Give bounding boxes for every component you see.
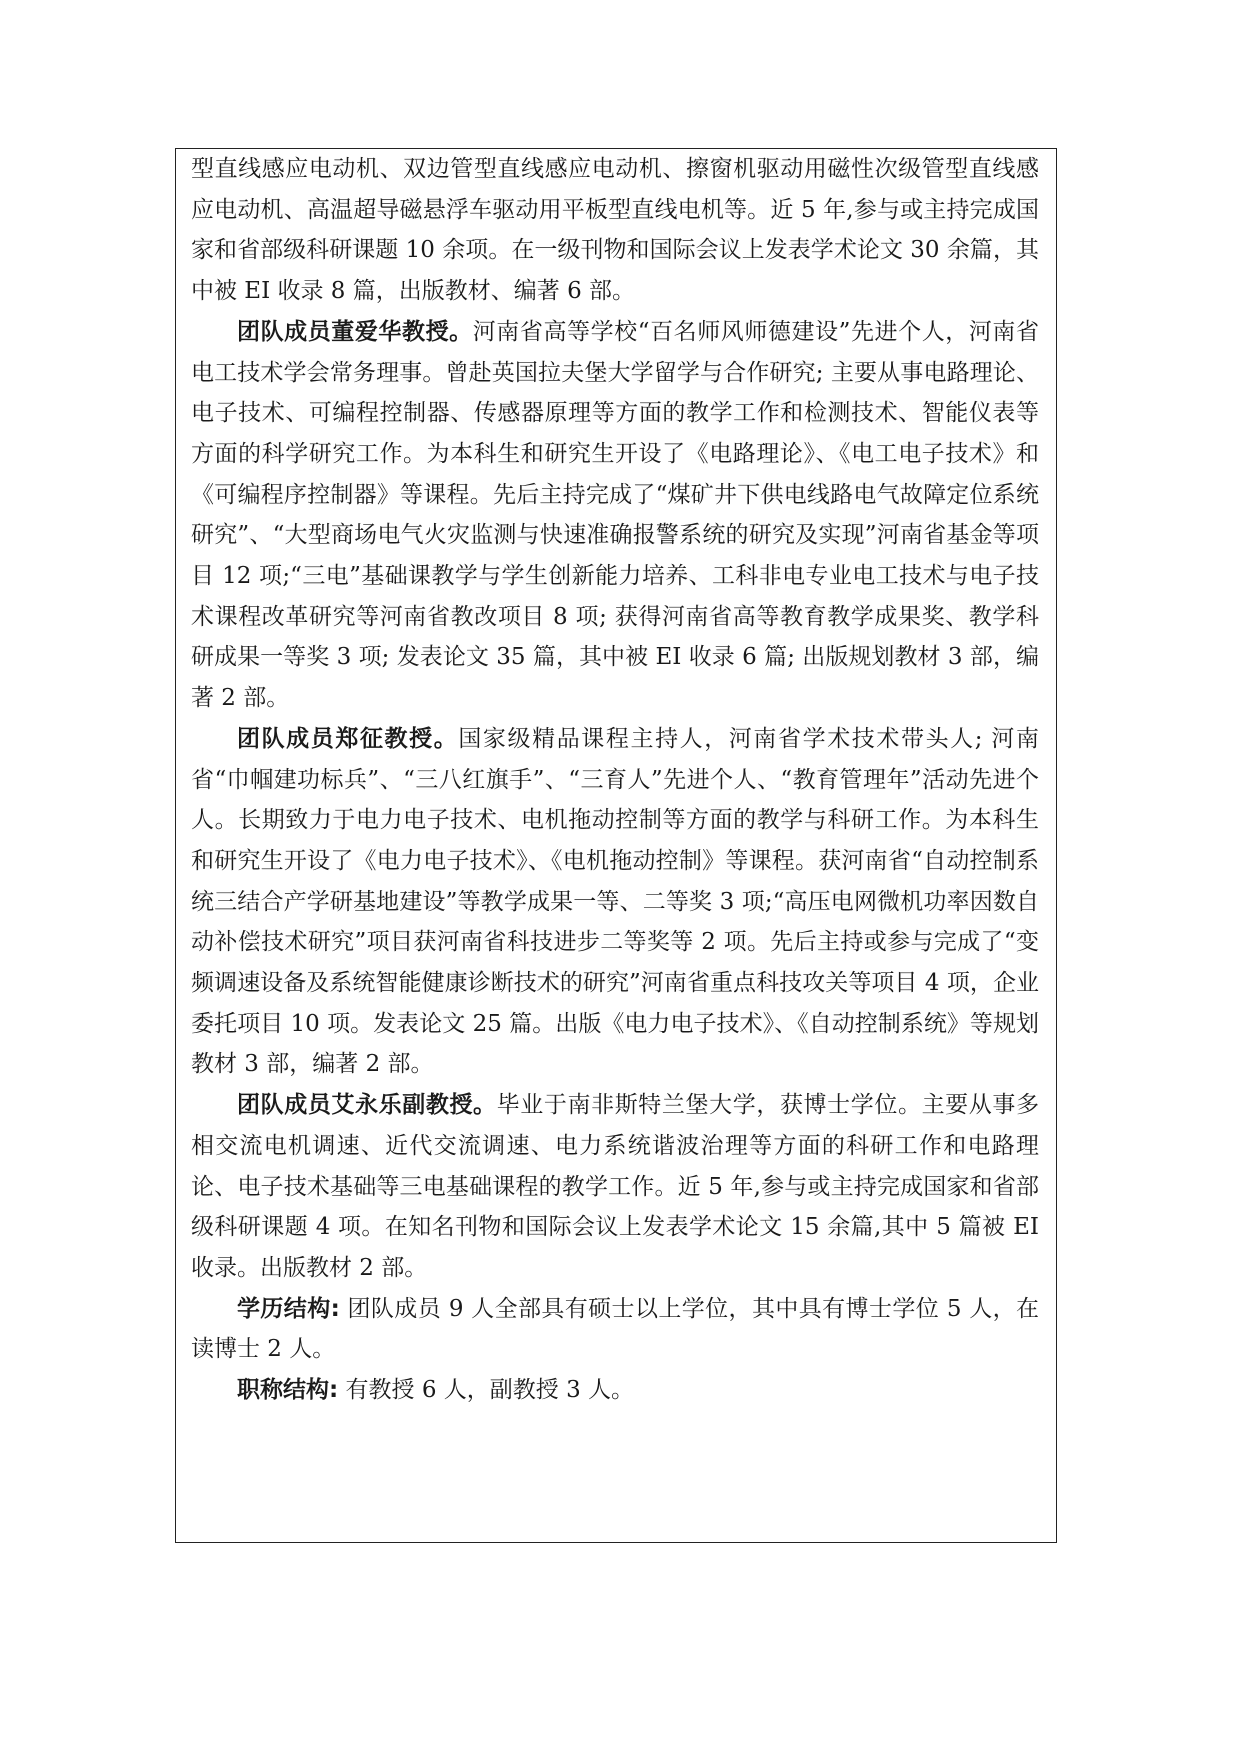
paragraph-member-dong bbox=[191, 312, 1039, 719]
paragraph-continuation bbox=[191, 149, 1039, 312]
paragraph-text: 河南省高等学校“百名师风师德建设”先进个人，河南省电工技术学会常务理事。曾赴英国拉夫堡大学留学与合作研究; 主要从事电路理论、电子技术、可编程控制器、传感器原理等方面的教学工作和检测技术、智能仪表等方面的科学研究工作。为本科生和研究生开设了《电路理论》、《电工电子技术》和《可编程序控制器》等课程。先后主持完成了“煤矿井下供电线路电气故障定位系统研究”、“大型商场电气火灾监测与快速准确报警系统的研究及实现”河南省基金等项目 12 项;“三电”基础课教学与学生创新能力培养、工科非电专业电工技术与电子技术课程改革研究等河南省教改项目 8 项; 获得河南省高等教育教学成果奖、教学科研成果一等奖 3 项; 发表论文 35 篇，其中被 EI 收录 6 篇; 出版规划教材 3 部，编著 2 部。 bbox=[191, 318, 1039, 712]
paragraph-heading: 团队成员艾永乐副教授。 bbox=[237, 1092, 497, 1119]
paragraph-heading: 学历结构: bbox=[237, 1295, 340, 1322]
paragraph-title-structure bbox=[191, 1370, 1039, 1411]
paragraph-text: 有教授 6 人，副教授 3 人。 bbox=[338, 1377, 635, 1404]
paragraph-heading: 团队成员郑征教授。 bbox=[237, 725, 459, 752]
paragraph-heading: 团队成员董爱华教授。 bbox=[237, 318, 473, 345]
paragraph-text: 型直线感应电动机、双边管型直线感应电动机、擦窗机驱动用磁性次级管型直线感应电动机、高温超导磁悬浮车驱动用平板型直线电机等。近 5 年,参与或主持完成国家和省部级科研课题 10 余项。在一级刊物和国际会议上发表学术论文 30 余篇，其中被 EI 收录 8 篇，出版教材、编著 6 部。 bbox=[191, 156, 1039, 305]
paragraph-member-zheng bbox=[191, 719, 1039, 1085]
paragraph-education-structure bbox=[191, 1289, 1039, 1370]
content-box bbox=[175, 148, 1057, 1543]
paragraph-text: 毕业于南非斯特兰堡大学，获博士学位。主要从事多相交流电机调速、近代交流调速、电力系统谐波治理等方面的科研工作和电路理论、电子技术基础等三电基础课程的教学工作。近 5 年,参与或主持完成国家和省部级科研课题 4 项。在知名刊物和国际会议上发表学术论文 15 余篇,其中 5 篇被 EI 收录。出版教材 2 部。 bbox=[191, 1092, 1040, 1281]
paragraph-member-ai bbox=[191, 1085, 1039, 1289]
paragraph-text: 国家级精品课程主持人，河南省学术技术带头人; 河南省“巾帼建功标兵”、“三八红旗手”、“三育人”先进个人、“教育管理年”活动先进个人。长期致力于电力电子技术、电机拖动控制等方面的教学与科研工作。为本科生和研究生开设了《电力电子技术》、《电机拖动控制》等课程。获河南省“自动控制系统三结合产学研基地建设”等教学成果一等、二等奖 3 项;“高压电网微机功率因数自动补偿技术研究”项目获河南省科技进步二等奖等 2 项。先后主持或参与完成了“变频调速设备及系统智能健康诊断技术的研究”河南省重点科技攻关等项目 4 项，企业委托项目 10 项。发表论文 25 篇。出版《电力电子技术》、《自动控制系统》等规划教材 3 部，编著 2 部。 bbox=[191, 725, 1039, 1078]
paragraph-text: 团队成员 9 人全部具有硕士以上学位，其中具有博士学位 5 人，在读博士 2 人。 bbox=[191, 1295, 1039, 1363]
paragraph-heading: 职称结构: bbox=[237, 1377, 339, 1404]
